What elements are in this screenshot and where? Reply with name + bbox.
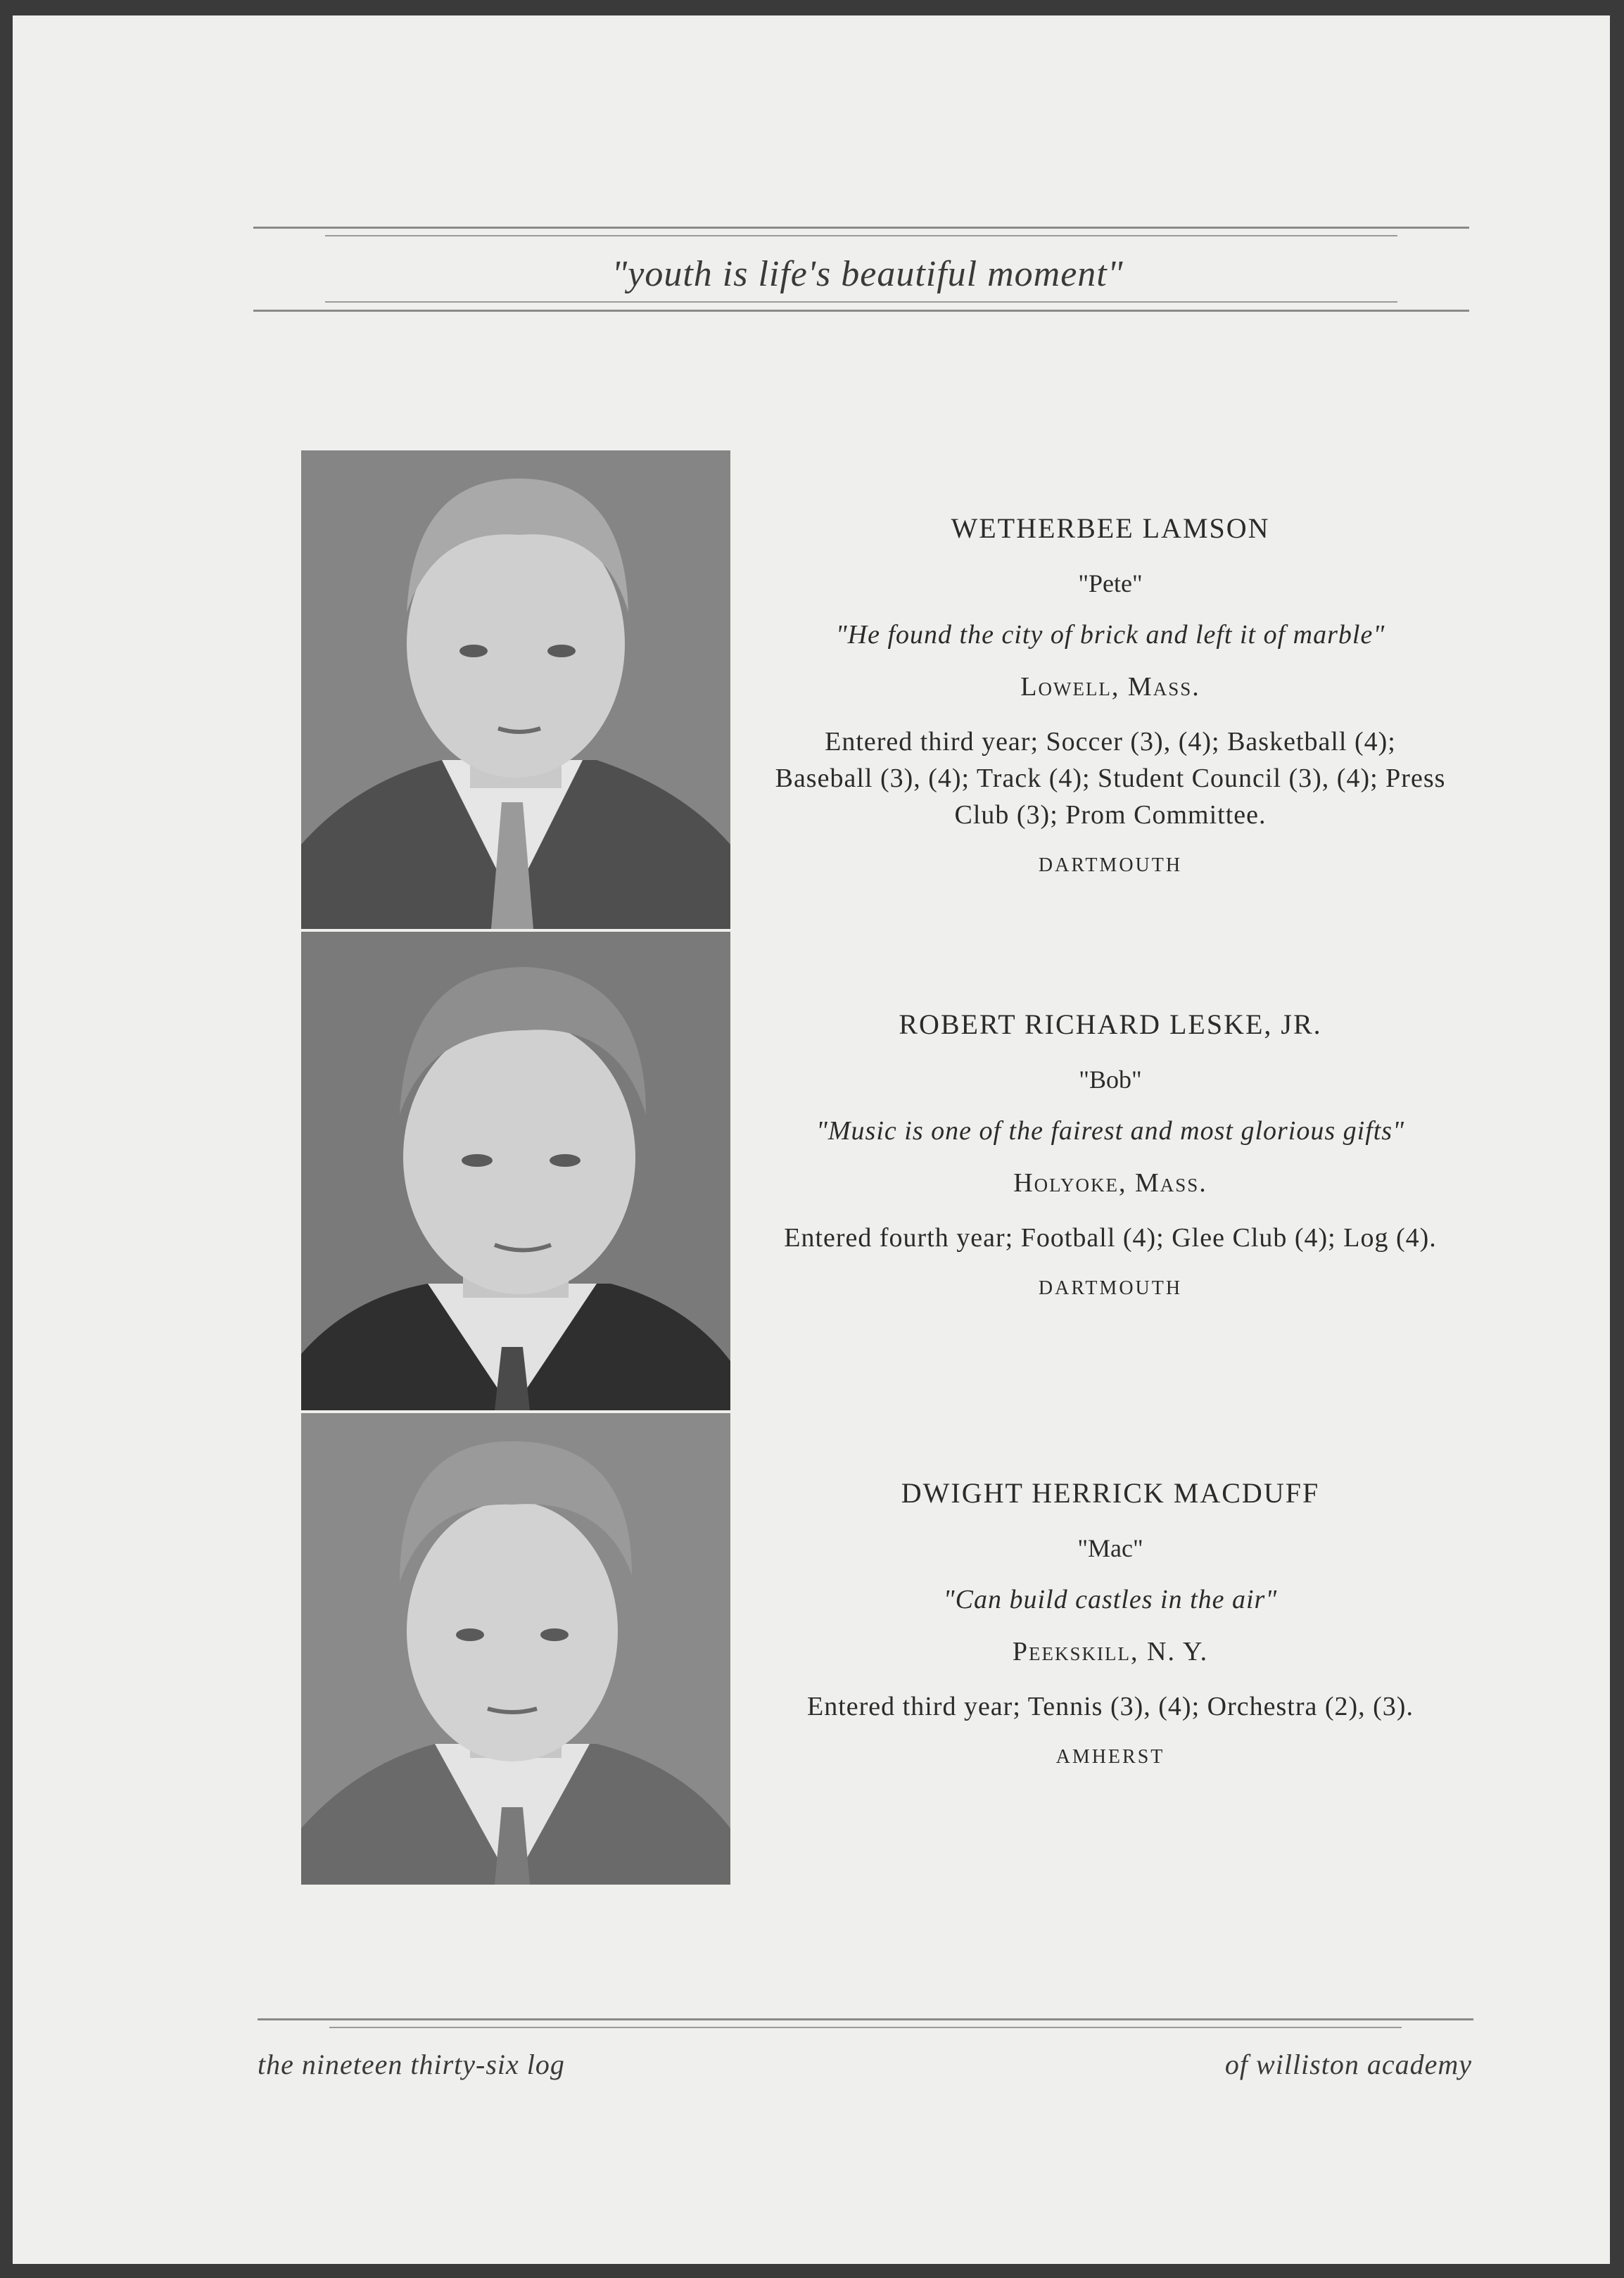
student-nickname: "Pete" — [1078, 569, 1143, 597]
header-rule-bottom-inner — [325, 301, 1397, 303]
student-nickname: "Bob" — [1079, 1065, 1142, 1094]
student-entry — [773, 512, 1448, 877]
student-college: DARTMOUTH — [1038, 1277, 1183, 1299]
student-hometown: Peekskill, N. Y. — [1012, 1637, 1209, 1666]
student-hometown: Holyoke, Mass. — [1013, 1168, 1207, 1198]
student-portrait-macduff — [301, 1413, 730, 1885]
student-portrait-lamson — [301, 450, 730, 929]
student-entry — [773, 1008, 1448, 1300]
footer-rule-inner — [329, 2027, 1402, 2028]
student-name: WETHERBEE LAMSON — [951, 512, 1270, 544]
student-quote: "He found the city of brick and left it of marble" — [835, 620, 1385, 650]
header-motto: "youth is life's beautiful moment" — [611, 254, 1124, 294]
footer-right: of williston academy — [1224, 2049, 1472, 2080]
student-hometown: Lowell, Mass. — [1020, 672, 1200, 702]
footer-left: the nineteen thirty-six log — [258, 2049, 565, 2080]
student-nickname: "Mac" — [1077, 1534, 1143, 1562]
student-record: Entered third year; Tennis (3), (4); Orchestra (2), (3). — [807, 1692, 1414, 1721]
header-rule-top — [253, 227, 1469, 229]
yearbook-page — [13, 15, 1610, 2264]
student-entry — [773, 1476, 1448, 1768]
header-rule-bottom — [253, 310, 1469, 312]
student-record: Entered third year; Soccer (3), (4); Basketball (4); Baseball (3), (4); Track (4); Student Council (3), (4); Press Club (3); Prom Committee. — [775, 727, 1446, 830]
student-name: DWIGHT HERRICK MACDUFF — [901, 1477, 1320, 1509]
student-quote: "Music is one of the fairest and most glorious gifts" — [816, 1116, 1405, 1146]
student-name: ROBERT RICHARD LESKE, JR. — [899, 1008, 1322, 1040]
student-quote: "Can build castles in the air" — [943, 1585, 1278, 1614]
student-record: Entered fourth year; Football (4); Glee Club (4); Log (4). — [784, 1223, 1437, 1253]
footer-rule-top — [258, 2018, 1473, 2020]
student-portrait-leske — [301, 932, 730, 1410]
student-college: DARTMOUTH — [1038, 854, 1183, 876]
student-college: AMHERST — [1055, 1746, 1165, 1768]
header-rule-top-inner — [325, 235, 1397, 236]
